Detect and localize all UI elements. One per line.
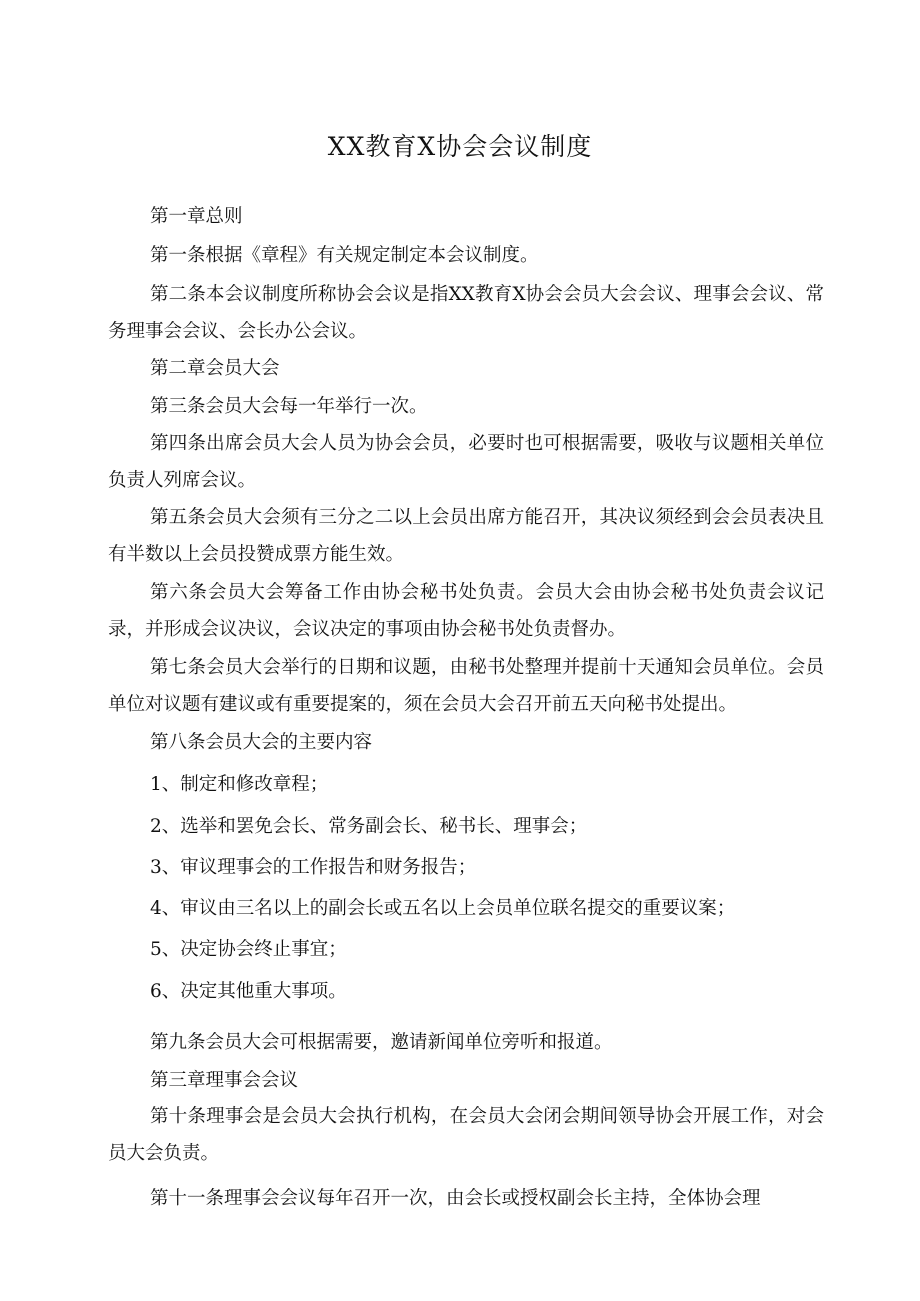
article-3: 第三条会员大会每一年举行一次。 bbox=[150, 396, 428, 417]
article-7: 第七条会员大会举行的日期和议题，由秘书处整理并提前十天通知会员单位。会员单位对议题有建议或有重要提案的，须在会员大会召开前五天向秘书处提出。 bbox=[108, 657, 824, 715]
list-item: 6、决定其他重大事项。 bbox=[150, 981, 347, 1002]
list-item: 2、选举和罢免会长、常务副会长、秘书长、理事会； bbox=[150, 816, 588, 837]
chapter-heading-2: 第二章会员大会 bbox=[150, 358, 280, 379]
article-9: 第九条会员大会可根据需要，邀请新闻单位旁听和报道。 bbox=[150, 1032, 613, 1053]
article-2: 第二条本会议制度所称协会会议是指XX教育X协会会员大会会议、理事会会议、常务理事会会议、会长办公会议。 bbox=[108, 284, 824, 342]
article-5: 第五条会员大会须有三分之二以上会员出席方能召开，其决议须经到会会员表决且有半数以上会员投赞成票方能生效。 bbox=[108, 507, 824, 565]
article-6: 第六条会员大会筹备工作由协会秘书处负责。会员大会由协会秘书处负责会议记录，并形成会议决议，会议决定的事项由协会秘书处负责督办。 bbox=[108, 582, 824, 640]
chapter-heading-1: 第一章总则 bbox=[150, 206, 243, 227]
list-item: 3、审议理事会的工作报告和财务报告； bbox=[150, 857, 477, 878]
chapter-heading-3: 第三章理事会会议 bbox=[150, 1070, 299, 1091]
article-4: 第四条出席会员大会人员为协会会员，必要时也可根据需要，吸收与议题相关单位负责人列席会议。 bbox=[108, 433, 824, 491]
list-item: 1、制定和修改章程； bbox=[150, 774, 329, 795]
article-1: 第一条根据《章程》有关规定制定本会议制度。 bbox=[150, 245, 539, 266]
list-item: 5、决定协会终止事宜； bbox=[150, 939, 347, 960]
article-11: 第十一条理事会会议每年召开一次，由会长或授权副会长主持，全体协会理 bbox=[150, 1188, 761, 1209]
list-item: 4、审议由三名以上的副会长或五名以上会员单位联名提交的重要议案； bbox=[150, 898, 736, 919]
article-8: 第八条会员大会的主要内容 bbox=[150, 732, 373, 753]
article-10: 第十条理事会是会员大会执行机构，在会员大会闭会期间领导协会开展工作，对会员大会负责。 bbox=[108, 1106, 824, 1164]
document-title: XX教育X协会会议制度 bbox=[327, 132, 593, 161]
